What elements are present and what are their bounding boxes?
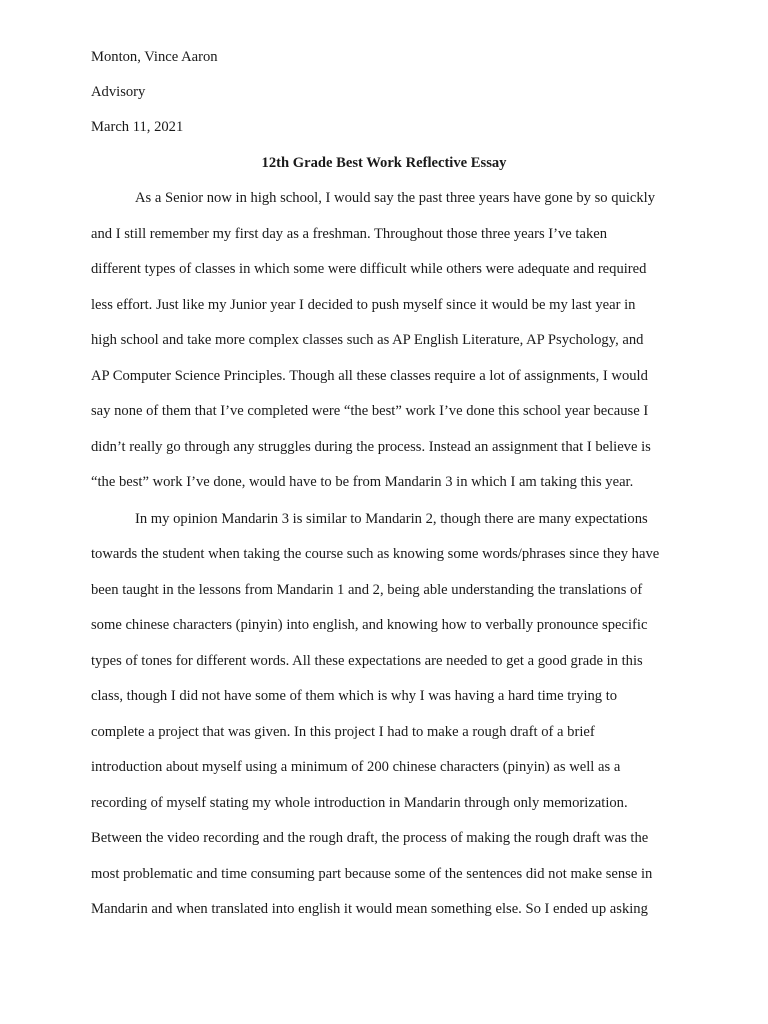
paragraph-2-line: introduction about myself using a minimum of 200 chinese characters (pinyin) as well as a <box>91 759 621 775</box>
author-name: Monton, Vince Aaron <box>91 49 218 65</box>
paragraph-2-line: some chinese characters (pinyin) into english, and knowing how to verbally pronounce specific <box>91 617 648 633</box>
paragraph-2-line: class, though I did not have some of them which is why I was having a hard time trying to <box>91 688 618 704</box>
essay-title: 12th Grade Best Work Reflective Essay <box>261 155 507 171</box>
course-name: Advisory <box>91 84 146 100</box>
paragraph-1-line: didn’t really go through any struggles during the process. Instead an assignment that I believe is <box>91 439 651 455</box>
paragraph-1-line: and I still remember my first day as a freshman. Throughout those three years I’ve taken <box>91 226 608 242</box>
paragraph-2-line: Between the video recording and the rough draft, the process of making the rough draft was the <box>91 830 649 846</box>
paragraph-2-line: recording of myself stating my whole introduction in Mandarin through only memorization. <box>91 795 628 811</box>
paragraph-2-line: Mandarin and when translated into english it would mean something else. So I ended up asking <box>91 901 648 917</box>
paragraph-2-line: In my opinion Mandarin 3 is similar to Mandarin 2, though there are many expectations <box>135 511 648 527</box>
document-date: March 11, 2021 <box>91 119 184 135</box>
paragraph-2-line: been taught in the lessons from Mandarin 1 and 2, being able understanding the translations of <box>91 582 643 598</box>
paragraph-2-line: complete a project that was given. In this project I had to make a rough draft of a brief <box>91 724 595 740</box>
paragraph-1-line: different types of classes in which some were difficult while others were adequate and required <box>91 261 647 277</box>
paragraph-2-line: most problematic and time consuming part because some of the sentences did not make sense in <box>91 866 653 882</box>
paragraph-1-line: say none of them that I’ve completed were “the best” work I’ve done this school year because I <box>91 403 649 419</box>
paragraph-1-line: “the best” work I’ve done, would have to be from Mandarin 3 in which I am taking this year. <box>91 474 634 490</box>
paragraph-1-line: less effort. Just like my Junior year I decided to push myself since it would be my last year in <box>91 297 636 313</box>
paragraph-2-line: towards the student when taking the course such as knowing some words/phrases since they have <box>91 546 660 562</box>
paragraph-1-line: AP Computer Science Principles. Though all these classes require a lot of assignments, I would <box>91 368 648 384</box>
paragraph-2-line: types of tones for different words. All these expectations are needed to get a good grade in this <box>91 653 643 669</box>
paragraph-1-line: high school and take more complex classes such as AP English Literature, AP Psychology, and <box>91 332 644 348</box>
paragraph-1-line: As a Senior now in high school, I would say the past three years have gone by so quickly <box>135 190 656 206</box>
